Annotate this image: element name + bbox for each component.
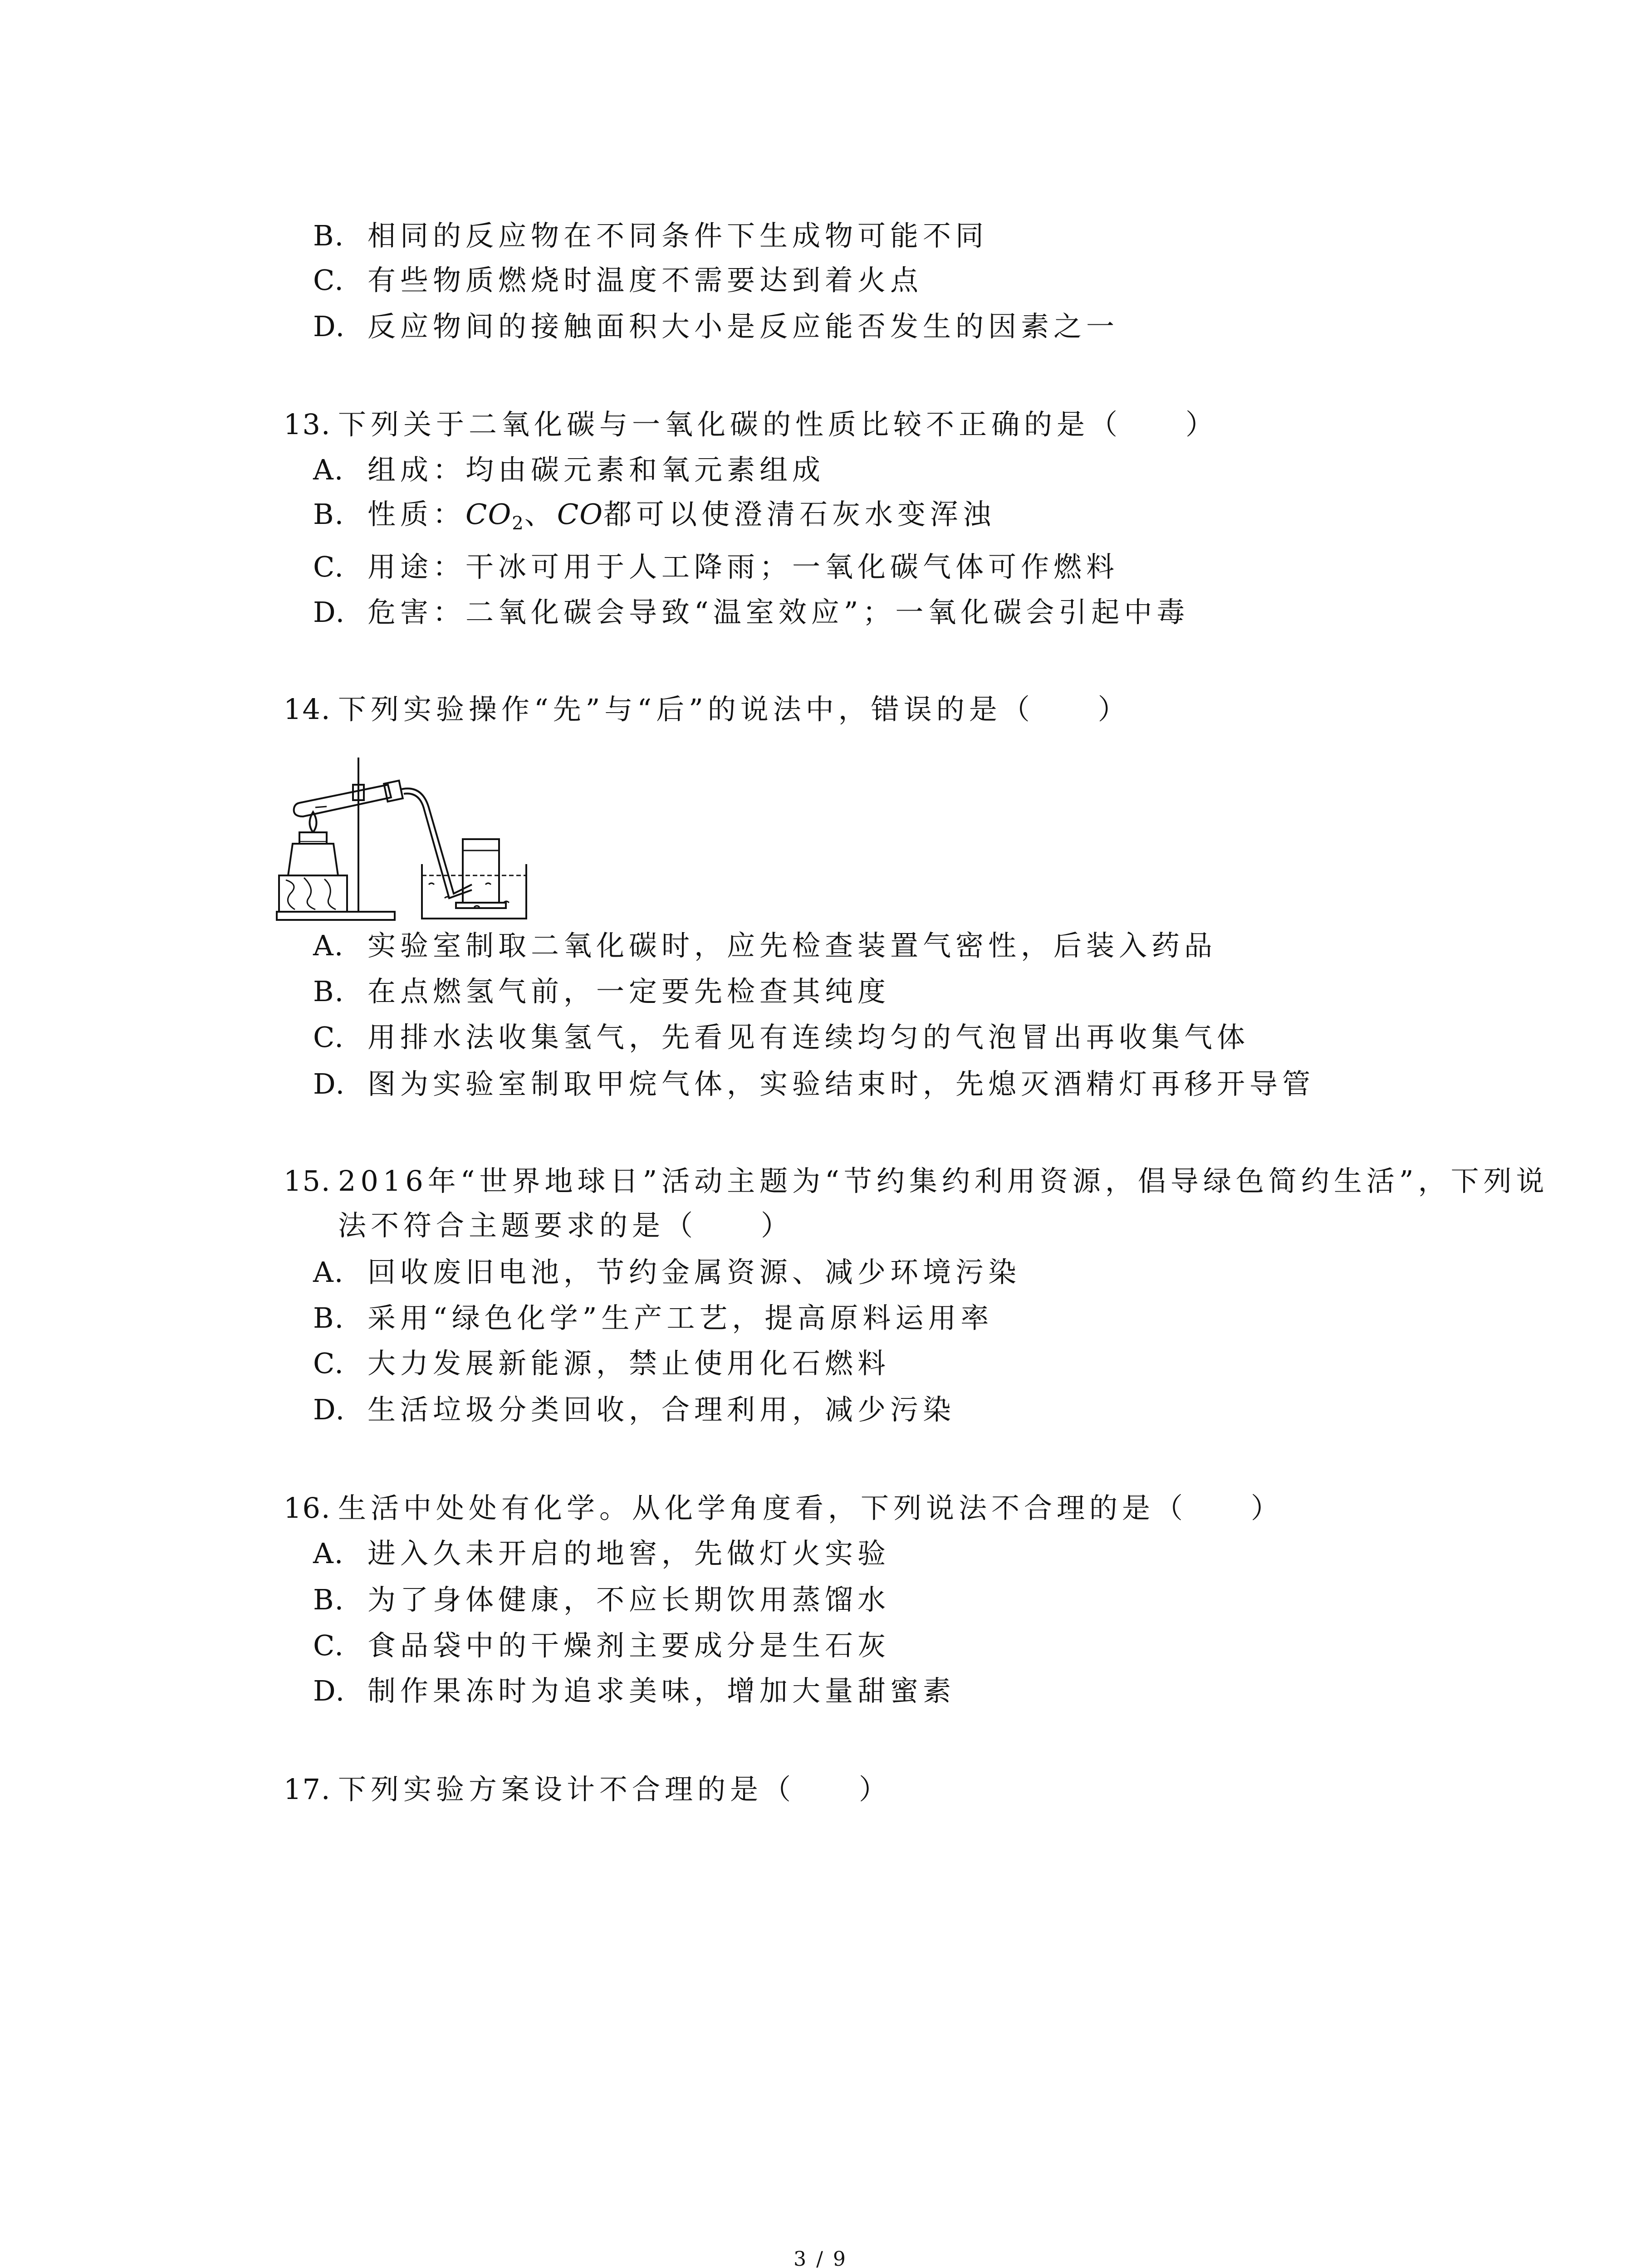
lamp-neck: [299, 832, 327, 844]
q14-option-a: A. 实验室制取二氧化碳时，应先检查装置气密性，后装入药品: [313, 929, 1217, 962]
q16-option-a: A. 进入久未开启的地窖，先做灯火实验: [313, 1537, 891, 1570]
q15-stem-cont: 法不符合主题要求的是（ ）: [338, 1209, 794, 1242]
q16-option-b: B. 为了身体健康，不应长期饮用蒸馏水: [313, 1583, 891, 1616]
gas-collection-bottle: [463, 839, 499, 903]
q15-option-b: B. 采用“绿色化学”生产工艺，提高原料运用率: [313, 1301, 994, 1334]
delivery-tube-inner: [404, 793, 472, 898]
q13-stem: 13. 下列关于二氧化碳与一氧化碳的性质比较不正确的是（ ）: [284, 408, 1219, 441]
q14-option-d: D. 图为实验室制取甲烷气体，实验结束时，先熄灭酒精灯再移开导管: [313, 1067, 1315, 1100]
wood-grain: [286, 878, 336, 909]
q16-option-c: C. 食品袋中的干燥剂主要成分是生石灰: [313, 1629, 891, 1662]
q14-option-b: B. 在点燃氢气前，一定要先检查其纯度: [313, 975, 891, 1008]
lab-apparatus-figure: [272, 748, 544, 930]
prev-option-c: C. 有些物质燃烧时温度不需要达到着火点: [313, 264, 923, 297]
q13-option-b: B. 性质：$CO_2$、CO都可以使澄清石灰水变浑浊: [313, 498, 996, 534]
test-tube: [294, 785, 391, 816]
alcohol-lamp: [288, 844, 338, 875]
q13-option-c: C. 用途：干冰可用于人工降雨；一氧化碳气体可作燃料: [313, 550, 1119, 583]
q14-stem: 14. 下列实验操作“先”与“后”的说法中，错误的是（ ）: [284, 693, 1131, 726]
q13-option-a: A. 组成：均由碳元素和氧元素组成: [313, 453, 825, 486]
prev-option-d: D. 反应物间的接触面积大小是反应能否发生的因素之一: [313, 310, 1119, 343]
delivery-tube: [401, 788, 472, 894]
q15-option-c: C. 大力发展新能源，禁止使用化石燃料: [313, 1347, 891, 1380]
q13-option-d: D. 危害：二氧化碳会导致“温室效应”；一氧化碳会引起中毒: [313, 596, 1190, 629]
q15-option-a: A. 回收废旧电池，节约金属资源、减少环境污染: [313, 1256, 1021, 1289]
co2-formula: $CO_2$: [465, 498, 524, 534]
co-formula: CO: [557, 498, 604, 531]
q14-option-c: C. 用排水法收集氢气，先看见有连续均匀的气泡冒出再收集气体: [313, 1021, 1250, 1054]
q16-option-d: D. 制作果冻时为追求美味，增加大量甜蜜素: [313, 1674, 956, 1707]
stand-base: [277, 912, 395, 920]
page-number: 3 / 9: [794, 2248, 847, 2268]
q15-option-d: D. 生活垃圾分类回收，合理利用，减少污染: [313, 1393, 956, 1426]
bottle-shelf: [456, 903, 506, 908]
q17-stem: 17. 下列实验方案设计不合理的是（ ）: [284, 1773, 892, 1806]
q15-stem: 15. 2016年“世界地球日”活动主题为“节约集约利用资源，倡导绿色简约生活”，下列说: [284, 1164, 1549, 1198]
rubber-stopper: [384, 781, 403, 802]
q16-stem: 16. 生活中处处有化学。从化学角度看，下列说法不合理的是（ ）: [284, 1491, 1284, 1525]
prev-option-b: B. 相同的反应物在不同条件下生成物可能不同: [313, 219, 989, 252]
water-trough: [422, 864, 526, 919]
